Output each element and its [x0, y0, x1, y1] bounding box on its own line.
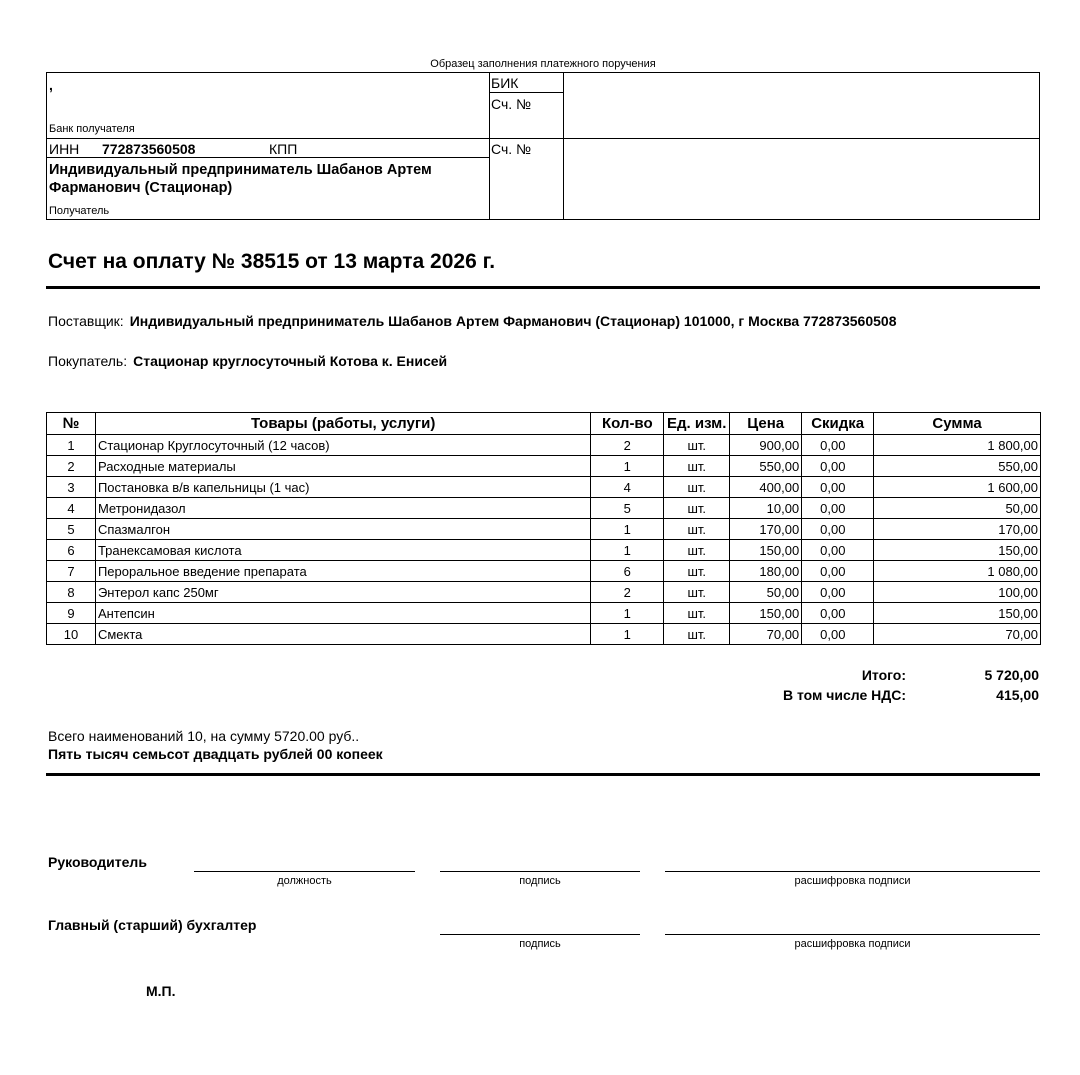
- row-price: 150,00: [730, 540, 802, 561]
- row-discount: 0,00: [802, 519, 874, 540]
- items-table: [46, 412, 1041, 645]
- row-discount: 0,00: [802, 603, 874, 624]
- col-header-goods: Товары (работы, услуги): [95, 413, 590, 435]
- table-row: [47, 498, 1041, 519]
- row-sum: 1 800,00: [874, 435, 1041, 456]
- col-header-number: №: [47, 413, 96, 435]
- row-number: 8: [47, 582, 96, 603]
- table-row: [47, 540, 1041, 561]
- row-qty: 1: [591, 519, 664, 540]
- row-price: 50,00: [730, 582, 802, 603]
- row-sum: 550,00: [874, 456, 1041, 477]
- row-qty: 4: [591, 477, 664, 498]
- stamp-label: М.П.: [146, 983, 176, 999]
- row-discount: 0,00: [802, 582, 874, 603]
- row-name: Спазмалгон: [95, 519, 590, 540]
- buyer-value: Стационар круглосуточный Котова к. Енисей: [133, 353, 448, 369]
- recipient-name: Индивидуальный предприниматель Шабанов Артем Фарманович (Стационар): [49, 162, 432, 196]
- row-number: 5: [47, 519, 96, 540]
- table-row: [47, 603, 1041, 624]
- row-price: 900,00: [730, 435, 802, 456]
- account-label-2: Сч. №: [491, 141, 532, 157]
- row-sum: 1 080,00: [874, 561, 1041, 582]
- row-sum: 100,00: [874, 582, 1041, 603]
- row-sum: 170,00: [874, 519, 1041, 540]
- director-label: Руководитель: [48, 854, 147, 870]
- buyer-label: Покупатель:: [48, 353, 128, 369]
- row-sum: 50,00: [874, 498, 1041, 519]
- row-discount: 0,00: [802, 456, 874, 477]
- director-position-line: [194, 871, 415, 872]
- row-discount: 0,00: [802, 561, 874, 582]
- row-name: Стационар Круглосуточный (12 часов): [95, 435, 590, 456]
- row-number: 2: [47, 456, 96, 477]
- director-signature-line: [440, 871, 640, 872]
- table-row: [47, 519, 1041, 540]
- row-price: 10,00: [730, 498, 802, 519]
- director-position-caption: должность: [277, 875, 332, 887]
- inn-value: 772873560508: [102, 141, 196, 157]
- col-header-price: Цена: [730, 413, 802, 435]
- accountant-label: Главный (старший) бухгалтер: [48, 917, 257, 933]
- col-header-unit: Ед. изм.: [664, 413, 730, 435]
- director-decoding-caption: расшифровка подписи: [794, 875, 911, 887]
- row-unit: шт.: [664, 498, 730, 519]
- row-price: 400,00: [730, 477, 802, 498]
- row-qty: 5: [591, 498, 664, 519]
- supplier-line: [48, 313, 896, 329]
- row-price: 70,00: [730, 624, 802, 645]
- row-sum: 70,00: [874, 624, 1041, 645]
- total-value: 5 720,00: [984, 667, 1039, 683]
- row-name: Антепсин: [95, 603, 590, 624]
- row-name: Пероральное введение препарата: [95, 561, 590, 582]
- row-number: 9: [47, 603, 96, 624]
- row-qty: 1: [591, 603, 664, 624]
- accountant-decoding-line: [665, 934, 1040, 935]
- row-qty: 1: [591, 624, 664, 645]
- col-header-discount: Скидка: [802, 413, 874, 435]
- row-price: 150,00: [730, 603, 802, 624]
- row-discount: 0,00: [802, 540, 874, 561]
- vat-value: 415,00: [996, 687, 1039, 703]
- row-discount: 0,00: [802, 498, 874, 519]
- recipient-label: Получатель: [49, 205, 110, 217]
- row-price: 170,00: [730, 519, 802, 540]
- row-number: 4: [47, 498, 96, 519]
- row-discount: 0,00: [802, 624, 874, 645]
- bank-details-block: [46, 72, 1040, 220]
- row-unit: шт.: [664, 477, 730, 498]
- row-sum: 150,00: [874, 540, 1041, 561]
- bank-name: ,: [49, 77, 53, 93]
- row-number: 6: [47, 540, 96, 561]
- account-label-1: Сч. №: [491, 96, 532, 112]
- row-number: 10: [47, 624, 96, 645]
- row-unit: шт.: [664, 561, 730, 582]
- row-number: 1: [47, 435, 96, 456]
- row-unit: шт.: [664, 582, 730, 603]
- buyer-line: [48, 353, 447, 369]
- table-header-row: [47, 413, 1041, 435]
- col-header-qty: Кол-во: [591, 413, 664, 435]
- bank-label: Банк получателя: [49, 123, 135, 135]
- summary-count-line: Всего наименований 10, на сумму 5720.00 руб..: [48, 728, 360, 744]
- table-row: [47, 477, 1041, 498]
- row-name: Метронидазол: [95, 498, 590, 519]
- director-signature-caption: подпись: [519, 875, 561, 887]
- summary-block: [48, 727, 383, 763]
- row-price: 550,00: [730, 456, 802, 477]
- row-qty: 2: [591, 582, 664, 603]
- row-unit: шт.: [664, 519, 730, 540]
- table-row: [47, 456, 1041, 477]
- supplier-label: Поставщик:: [48, 313, 124, 329]
- row-sum: 150,00: [874, 603, 1041, 624]
- accountant-signature-line: [440, 934, 640, 935]
- row-name: Постановка в/в капельницы (1 час): [95, 477, 590, 498]
- total-label: Итого:: [861, 667, 906, 683]
- summary-amount-words: Пять тысяч семьсот двадцать рублей 00 копеек: [48, 746, 383, 762]
- row-qty: 2: [591, 435, 664, 456]
- vat-label: В том числе НДС:: [782, 687, 906, 703]
- inn-label: ИНН: [49, 141, 80, 157]
- row-unit: шт.: [664, 540, 730, 561]
- sample-title: Образец заполнения платежного поручения: [430, 58, 656, 70]
- row-unit: шт.: [664, 624, 730, 645]
- row-discount: 0,00: [802, 477, 874, 498]
- divider-top: [46, 286, 1040, 289]
- row-name: Энтерол капс 250мг: [95, 582, 590, 603]
- row-number: 3: [47, 477, 96, 498]
- row-name: Расходные материалы: [95, 456, 590, 477]
- row-price: 180,00: [730, 561, 802, 582]
- supplier-value: Индивидуальный предприниматель Шабанов Артем Фарманович (Стационар) 101000, г Москва 772873560508: [129, 313, 897, 329]
- accountant-decoding-caption: расшифровка подписи: [794, 938, 911, 950]
- row-unit: шт.: [664, 456, 730, 477]
- row-discount: 0,00: [802, 435, 874, 456]
- row-unit: шт.: [664, 435, 730, 456]
- accountant-signature-caption: подпись: [519, 938, 561, 950]
- col-header-sum: Сумма: [874, 413, 1041, 435]
- director-decoding-line: [665, 871, 1040, 872]
- table-row: [47, 561, 1041, 582]
- row-name: Транексамовая кислота: [95, 540, 590, 561]
- row-number: 7: [47, 561, 96, 582]
- row-qty: 1: [591, 456, 664, 477]
- table-row: [47, 582, 1041, 603]
- table-row: [47, 435, 1041, 456]
- row-qty: 6: [591, 561, 664, 582]
- row-unit: шт.: [664, 603, 730, 624]
- row-sum: 1 600,00: [874, 477, 1041, 498]
- kpp-label: КПП: [269, 141, 298, 157]
- divider-bottom: [46, 773, 1040, 776]
- row-qty: 1: [591, 540, 664, 561]
- row-name: Смекта: [95, 624, 590, 645]
- table-row: [47, 624, 1041, 645]
- invoice-title: Счет на оплату № 38515 от 13 марта 2026 г.: [48, 250, 496, 273]
- bik-label: БИК: [491, 75, 519, 91]
